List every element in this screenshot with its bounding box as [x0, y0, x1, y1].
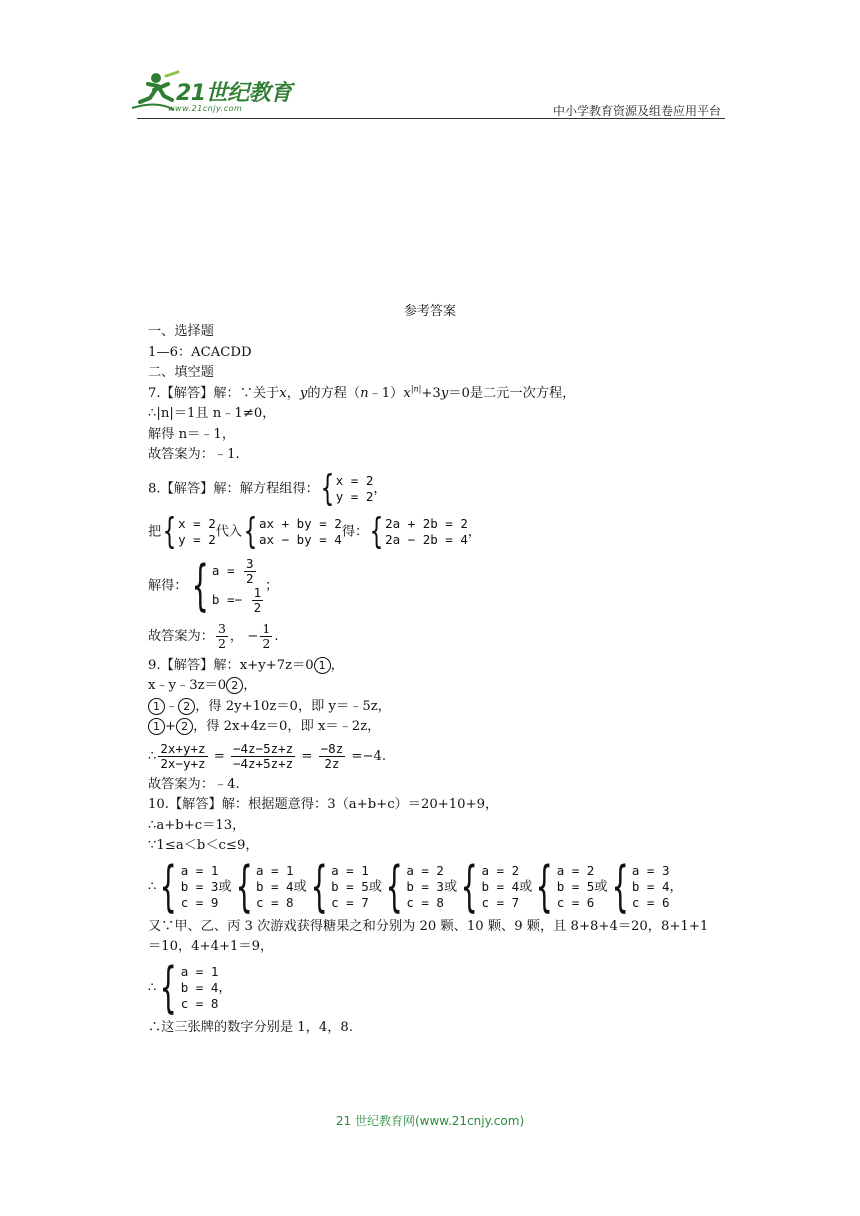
equation-row: 2a − 2b = 4	[385, 531, 468, 547]
circled-number: 1	[148, 718, 165, 735]
section-heading: 一、选择题	[148, 324, 214, 339]
equation-system: { x = 2 y = 2	[320, 467, 374, 509]
header-divider	[137, 118, 725, 119]
platform-tagline: 中小学教育资源及组卷应用平台	[552, 104, 721, 118]
q10-line1: 10.【解答】解：根据题意得：3（a+b+c）＝20+10+9，	[148, 797, 499, 812]
logo-url: www.21cnjy.com	[168, 104, 243, 113]
q10-line4: ∴ { a = 1 b = 3 c = 9 或 { a = 1 b = 4 c = 8 或 { a = 1 b = 5 c = 7 或 { a = 2 b = 3 c = 8 或 { a = 2 b = 4 c = 7 或 { a = 2 b = 5 c = 6 或 { a = 3 b = 4 c = 6 ，	[148, 854, 683, 918]
q8-line2: 把 { x = 2 y = 2 代入 { ax + by = 2 ax − by = 4 得： { 2a + 2b = 2 2a − 2b = 4 ，	[148, 510, 482, 552]
q8-line3: 解得： { a = $\frac{3}{2}$ b =− $\frac{1}{2}$ ；	[148, 553, 279, 617]
q10-line2: ∴a+b+c＝13，	[148, 817, 246, 833]
text: ＝0是二元一次方程，	[448, 385, 576, 401]
page-title: 参考答案	[403, 304, 456, 319]
equation-row: ax − by = 4	[259, 531, 342, 547]
equation-row: y = 2	[178, 531, 216, 547]
q9-line2: x﹣y﹣3z＝0 2 ，	[148, 678, 257, 693]
q9-line4: 1 + 2 ，得 2x+4z＝0，即 x＝﹣2z，	[148, 717, 738, 738]
text: 解得：	[148, 578, 188, 593]
q9-line1: 9.【解答】解：x+y+7z＝0 1 ，	[148, 657, 344, 673]
text: ，得 2x+4z＝0，即 x＝﹣2z，	[193, 719, 381, 734]
equation-row: ax + by = 2	[259, 515, 342, 531]
q9-line5: ∴ $\frac{2x+y+z}{2x-y+z}$ = $\frac{-4z-5z+z}{-4z+5z+z}$ = $\frac{-8z}{2z}$ =−4.	[148, 740, 387, 771]
q7-line4: 故答案为：﹣1.	[148, 447, 240, 462]
section-heading: 二、填空题	[148, 365, 214, 380]
circled-number: 2	[176, 718, 193, 735]
text: ﹣1）	[368, 385, 404, 401]
equation-row: x = 2	[178, 515, 216, 531]
q9-line3: 1 ﹣ 2 ，得 2y+10z＝0，即 y＝﹣5z，	[148, 697, 738, 718]
text: x﹣y﹣3z＝0	[148, 678, 227, 693]
text: 8.【解答】解：解方程组得：	[148, 481, 319, 496]
q7-line1: 7.【解答】解：∵关于x，y的方程$(n﹣1)x^{|n|}+3y=0$是二元一次方程，	[148, 384, 576, 401]
q10-line6: ＝10，4+4+1＝9，	[148, 939, 274, 954]
q8-line4: 故答案为： $\frac{3}{2}$ ， − $\frac{1}{2}$ .	[148, 620, 279, 651]
equation-row: x = 2	[335, 472, 374, 488]
equation-row: 2a + 2b = 2	[385, 515, 468, 531]
circled-number: 1	[314, 657, 331, 674]
text: 9.【解答】解：x+y+7z＝0	[148, 657, 314, 673]
equation-row: y = 2	[335, 488, 374, 504]
equation-system: { 2a + 2b = 2 2a − 2b = 4	[369, 510, 468, 552]
q10-line8: ∴这三张牌的数字分别是 1，4，8.	[148, 1019, 353, 1035]
equation-system: { x = 2 y = 2	[162, 510, 216, 552]
text: ，得 2y+10z＝0，即 y＝﹣5z，	[195, 698, 391, 714]
text: 的方程（	[307, 385, 361, 401]
logo-text: 21世纪教育	[176, 81, 292, 106]
circled-number: 2	[178, 698, 195, 715]
equation-system: { ax + by = 2 ax − by = 4	[243, 510, 342, 552]
q7-line3: 解得 n＝﹣1，	[148, 426, 236, 442]
q10-line5: 又∵甲、乙、丙 3 次游戏获得糖果之和分别为 20 颗、10 颗、9 颗，且 8+8+4＝20，8+1+1	[148, 918, 709, 934]
q8-line1: 8.【解答】解：解方程组得： { x = 2 y = 2 ，	[148, 467, 387, 509]
q7-line2: ∴|n|＝1且 n﹣1≠0，	[148, 406, 276, 421]
text: 把	[148, 524, 162, 539]
q9-line6: 故答案为：﹣4.	[148, 776, 240, 792]
answer-content	[148, 322, 738, 1038]
text: 得：	[341, 524, 369, 539]
circled-number: 2	[226, 677, 243, 694]
text: 代入	[215, 524, 243, 539]
solution-system: { a = $\frac{3}{2}$ b =− $\frac{1}{2}$	[191, 553, 262, 617]
text: 7.【解答】解：∵关于	[148, 385, 280, 401]
q10-line7: ∴ { a = 1 b = 4 c = 8 ，	[148, 955, 232, 1019]
circled-number: 1	[148, 698, 165, 715]
q10-line3: ∵1≤a＜b＜c≤9，	[148, 838, 259, 853]
text: 故答案为：	[148, 628, 214, 644]
text: +3	[421, 385, 441, 401]
choice-answers: 1—6：ACACDD	[148, 344, 252, 360]
footer-link[interactable]: 21 世纪教育网(www.21cnjy.com)	[335, 1114, 525, 1128]
